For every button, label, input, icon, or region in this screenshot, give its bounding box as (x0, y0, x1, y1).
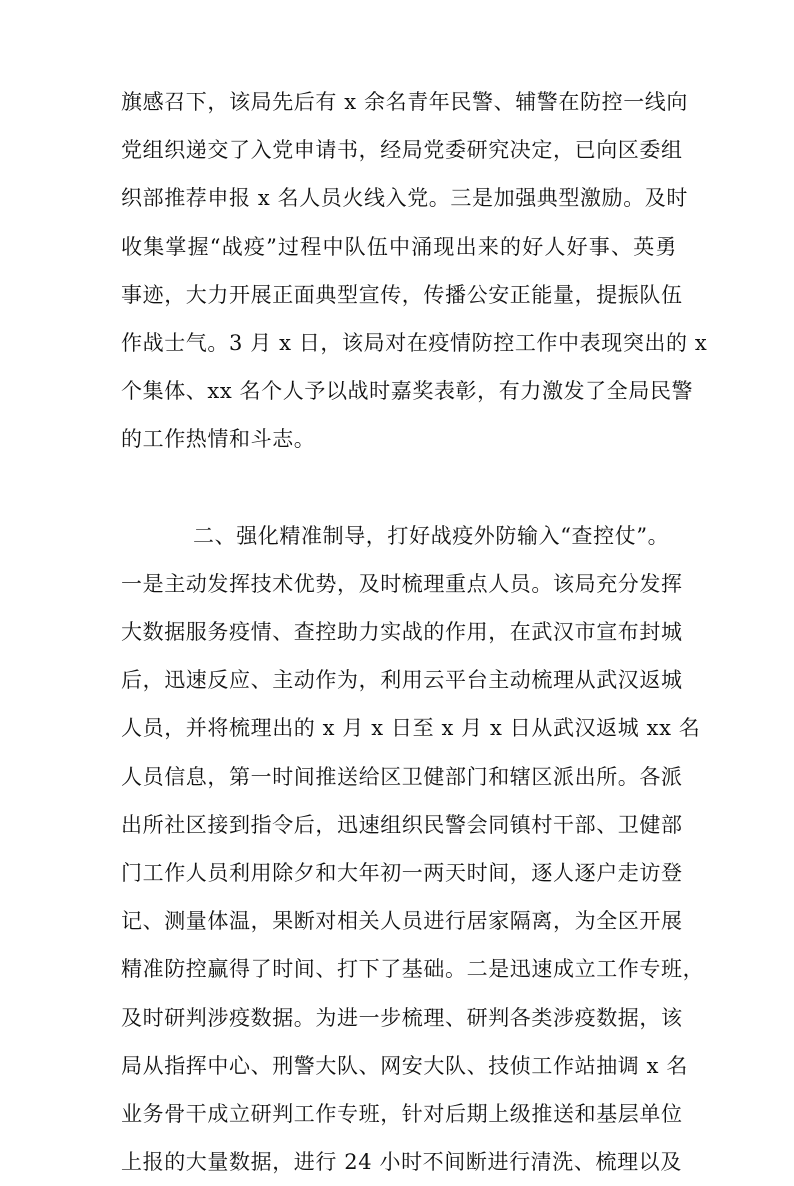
text-line: 织部推荐申报 x 名人员火线入党。三是加强典型激励。及时 (121, 186, 688, 211)
text-line: 收集掌握“战疫”过程中队伍中涌现出来的好人好事、英勇 (121, 234, 677, 259)
text-line: 及时研判涉疫数据。为进一步梳理、研判各类涉疫数据，该 (121, 1005, 683, 1030)
text-line: 人员，并将梳理出的 x 月 x 日至 x 月 x 日从武汉返城 xx 名 (121, 716, 701, 741)
text-line: 事迹，大力开展正面典型宣传，传播公安正能量，提振队伍 (121, 282, 683, 307)
text-line: 人员信息，第一时间推送给区卫健部门和辖区派出所。各派 (121, 764, 683, 789)
text-line: 局从指挥中心、刑警大队、网安大队、技侦工作站抽调 x 名 (121, 1053, 688, 1078)
text-line: 作战士气。3 月 x 日，该局对在疫情防控工作中表现突出的 x (121, 330, 708, 355)
text-line: 记、测量体温，果断对相关人员进行居家隔离，为全区开展 (121, 909, 683, 934)
body-text (121, 78, 708, 1186)
text-line: 旗感召下，该局先后有 x 余名青年民警、辅警在防控一线向 (121, 90, 688, 114)
text-line: 党组织递交了入党申请书，经局党委研究决定，已向区委组 (121, 138, 683, 163)
text-line: 后，迅速反应、主动作为，利用云平台主动梳理从武汉返城 (121, 668, 683, 693)
text-line: 出所社区接到指令后，迅速组织民警会同镇村干部、卫健部 (121, 812, 683, 837)
text-line: 业务骨干成立研判工作专班，针对后期上级推送和基层单位 (121, 1101, 683, 1126)
section-heading: 二、强化精准制导，打好战疫外防输入“查控仗”。 (193, 523, 670, 548)
text-line: 的工作热情和斗志。 (121, 427, 316, 452)
text-line: 精准防控赢得了时间、打下了基础。二是迅速成立工作专班， (121, 957, 705, 982)
text-line: 上报的大量数据，进行 24 小时不间断进行清洗、梳理以及 (121, 1150, 682, 1175)
text-line: 个集体、xx 名个人予以战时嘉奖表彰，有力激发了全局民警 (121, 379, 694, 404)
paragraph-spacer (121, 464, 677, 512)
text-line: 门工作人员利用除夕和大年初一两天时间，逐人逐户走访登 (121, 861, 683, 885)
text-line: 一是主动发挥技术优势，及时梳理重点人员。该局充分发挥 (121, 571, 683, 596)
text-line: 大数据服务疫情、查控助力实战的作用，在武汉市宣布封城 (121, 620, 683, 645)
